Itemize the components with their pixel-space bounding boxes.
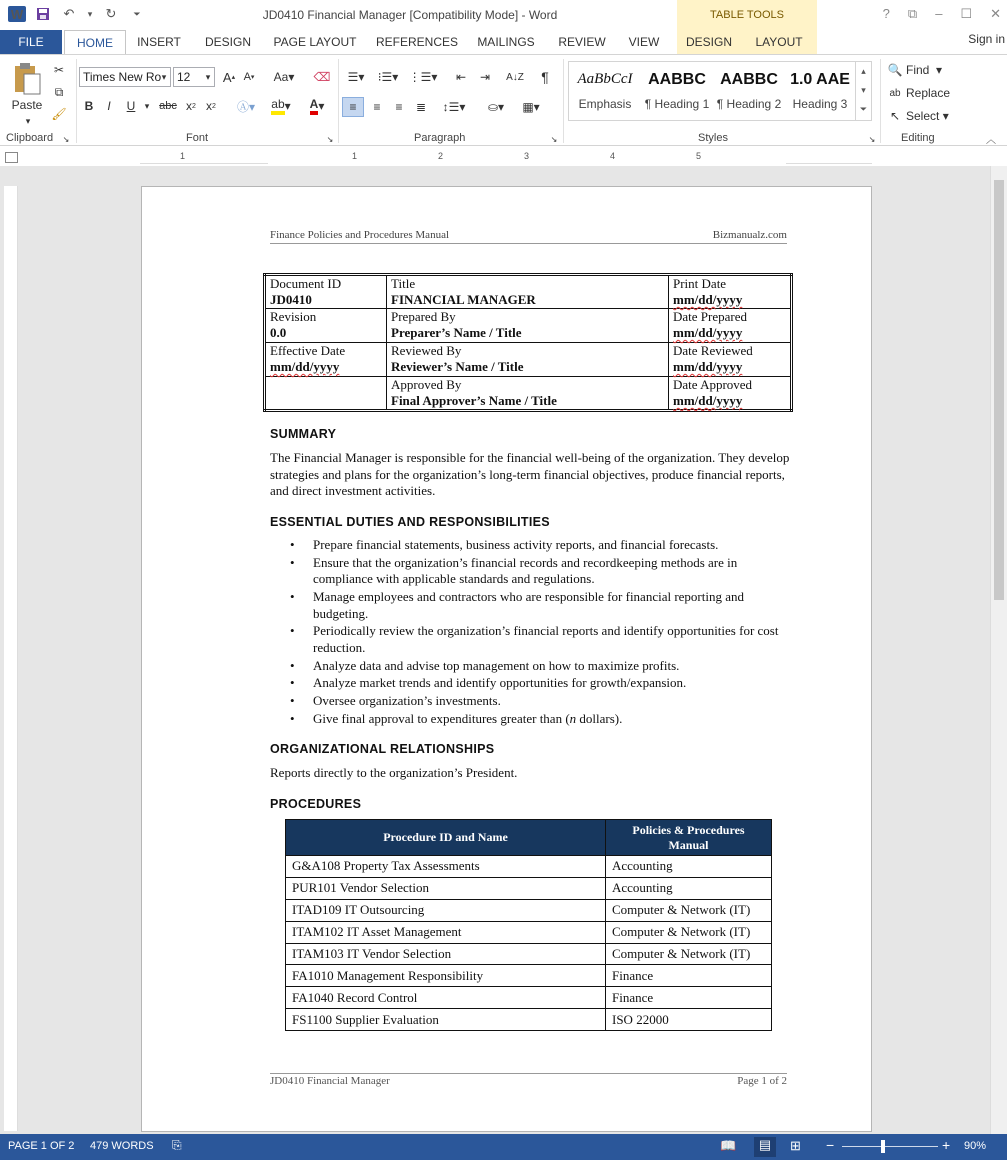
zoom-slider-handle[interactable] [881, 1140, 885, 1153]
redo-icon[interactable]: ↻ [105, 6, 117, 21]
sign-in-link[interactable]: Sign in [968, 32, 1005, 46]
date-reviewed-label: Date Reviewed [673, 343, 753, 358]
manual-cell[interactable]: Accounting [606, 856, 772, 878]
increase-indent-icon[interactable]: ⇥ [479, 70, 491, 84]
style-heading-3[interactable] [785, 62, 855, 120]
table-cell[interactable] [265, 377, 387, 411]
find-button[interactable]: Find ▾ [906, 63, 943, 77]
paragraph-group-label: Paragraph [414, 132, 466, 144]
manual-cell[interactable]: Computer & Network (IT) [606, 899, 772, 921]
undo-dropdown-icon[interactable]: ▾ [87, 8, 93, 19]
font-size-dropdown-icon[interactable]: ▾ [205, 71, 211, 82]
procedure-id-cell[interactable]: FA1010 Management Responsibility [286, 965, 606, 987]
doc-id-value: JD0410 [270, 292, 312, 307]
column-header[interactable]: Procedure ID and Name [286, 820, 606, 856]
header-right: Bizmanualz.com [712, 229, 787, 241]
format-painter-icon[interactable]: 🖌 [51, 107, 67, 121]
word-app-icon[interactable]: W [8, 6, 26, 22]
customize-qat-icon[interactable]: ⏷ [133, 8, 141, 19]
date-prepared-value: mm/dd/yyyy [673, 325, 743, 340]
reviewed-by-value: Reviewer’s Name / Title [391, 359, 524, 374]
table-cell[interactable] [265, 343, 387, 377]
ribbon-tabs [0, 30, 1007, 54]
word-count[interactable]: 479 WORDS [90, 1140, 154, 1152]
ribbon-display-icon[interactable]: ⧉ [907, 6, 918, 21]
maximize-icon[interactable]: ☐ [960, 6, 973, 21]
page-header [270, 229, 787, 244]
procedure-id-cell[interactable]: G&A108 Property Tax Assessments [286, 856, 606, 878]
bold-icon[interactable]: B [84, 99, 94, 113]
table-cell[interactable] [265, 309, 387, 343]
table-row [265, 309, 792, 343]
undo-icon[interactable]: ↶ [63, 6, 75, 21]
document-page[interactable] [141, 186, 872, 1132]
footer-left: JD0410 Financial Manager [270, 1075, 390, 1087]
decrease-indent-icon[interactable]: ⇤ [455, 70, 467, 84]
line-spacing-icon[interactable]: ↕☰▾ [442, 100, 466, 114]
tab-table-design[interactable]: DESIGN [677, 30, 741, 54]
scrollbar-thumb[interactable] [994, 180, 1004, 600]
tab-insert[interactable]: INSERT [137, 35, 181, 49]
styles-scroll[interactable]: ▴ ▾ ⏷ [855, 62, 871, 120]
summary-text: The Financial Manager is responsible for the financial well-being of the organization. They develop strategies and plans for the organization’s long-term financial objectives, produce financial reports, and direct investment activities. [270, 450, 790, 498]
table-cell[interactable] [669, 309, 792, 343]
align-right-icon[interactable]: ≡ [395, 100, 403, 114]
styles-group-label: Styles [698, 132, 728, 144]
procedure-id-cell[interactable]: ITAM102 IT Asset Management [286, 921, 606, 943]
table-cell[interactable] [669, 343, 792, 377]
table-row [286, 1009, 772, 1031]
table-cell[interactable] [387, 377, 669, 411]
superscript-icon[interactable]: x 2 [206, 99, 216, 113]
bullets-icon[interactable]: ☰▾ [347, 70, 365, 84]
org-heading: ORGANIZATIONAL RELATIONSHIPS [270, 742, 495, 756]
font-name-dropdown-icon[interactable]: ▾ [161, 71, 167, 82]
revision-label: Revision [270, 309, 317, 324]
zoom-slider[interactable] [842, 1146, 938, 1147]
date-approved-value: mm/dd/yyyy [673, 393, 743, 408]
paste-icon[interactable] [10, 61, 44, 97]
table-cell[interactable] [669, 275, 792, 309]
tab-home[interactable]: HOME [64, 30, 126, 54]
style-heading-2-label: ¶ Heading 2 [716, 97, 782, 111]
tab-review[interactable]: REVIEW [558, 35, 606, 49]
horizontal-ruler[interactable] [140, 150, 872, 164]
tab-design[interactable]: DESIGN [204, 35, 251, 49]
footer-right: Page 1 of 2 [737, 1075, 787, 1087]
manual-cell[interactable]: Computer & Network (IT) [606, 921, 772, 943]
list-item: • Periodically review the organization’s financial reports and identify opportunities for cost reduction. [270, 623, 790, 657]
manual-cell[interactable]: Finance [606, 987, 772, 1009]
table-header-row [286, 820, 772, 856]
replace-button[interactable]: Replace [906, 86, 951, 100]
tab-references[interactable]: REFERENCES [375, 35, 458, 49]
header-left: Finance Policies and Procedures Manual [270, 229, 450, 241]
prepared-by-value: Preparer’s Name / Title [391, 325, 522, 340]
list-item: • Give final approval to expenditures greater than (n dollars). [270, 711, 790, 728]
doc-id-label: Document ID [270, 276, 342, 291]
column-header[interactable]: Policies & Procedures Manual [606, 820, 772, 856]
manual-cell[interactable]: Accounting [606, 877, 772, 899]
ruler-mark: 1 [352, 151, 358, 161]
tab-view[interactable]: VIEW [628, 35, 660, 49]
tab-selector[interactable] [5, 152, 18, 163]
table-tools-label: TABLE TOOLS [677, 0, 817, 30]
shading-icon[interactable]: ⛀▾ [487, 100, 505, 114]
duties-list [270, 537, 790, 728]
sort-icon[interactable]: A↓Z [506, 71, 524, 83]
reviewed-by-label: Reviewed By [391, 343, 462, 358]
paragraph-launcher-icon[interactable]: ↘ [550, 134, 558, 144]
underline-dropdown-icon[interactable]: ▾ [144, 100, 150, 111]
style-heading-3-label: Heading 3 [792, 97, 848, 111]
font-size-field[interactable]: 12 [173, 67, 215, 87]
manual-cell[interactable]: ISO 22000 [606, 1009, 772, 1031]
style-heading-1-preview: AABBC [648, 71, 706, 88]
list-item: • Analyze data and advise top management on how to maximize profits. [270, 658, 790, 675]
procedure-id-cell[interactable]: ITAM103 IT Vendor Selection [286, 943, 606, 965]
align-left-icon[interactable]: ≡ [342, 97, 364, 117]
ruler-mark: 3 [524, 151, 530, 161]
list-item: • Ensure that the organization’s financial records and recordkeeping methods are in compliance with applicable standards and regulations. [270, 555, 790, 589]
strikethrough-icon[interactable]: abc [159, 100, 177, 112]
justify-icon[interactable]: ≣ [415, 100, 427, 114]
table-row [286, 943, 772, 965]
manual-cell[interactable]: Finance [606, 965, 772, 987]
prepared-by-label: Prepared By [391, 309, 456, 324]
close-icon[interactable]: ✕ [990, 6, 1001, 21]
table-row [286, 877, 772, 899]
print-layout-icon[interactable]: ▤ [754, 1137, 776, 1157]
list-item: • Oversee organization’s investments. [270, 693, 790, 710]
table-row [265, 377, 792, 411]
procedure-id-cell[interactable]: ITAD109 IT Outsourcing [286, 899, 606, 921]
table-cell[interactable] [265, 275, 387, 309]
find-icon[interactable]: 🔍 [887, 63, 903, 77]
collapse-ribbon-icon[interactable]: ︿ [986, 134, 996, 146]
approved-by-label: Approved By [391, 377, 462, 392]
underline-icon[interactable]: U [126, 99, 136, 113]
procedures-heading: PROCEDURES [270, 797, 362, 811]
paste-dropdown-icon[interactable]: ▾ [25, 115, 31, 126]
read-mode-icon[interactable]: 📖 [720, 1138, 737, 1153]
styles-launcher-icon[interactable]: ↘ [868, 134, 876, 144]
replace-icon[interactable]: ab [889, 87, 901, 99]
style-heading-2[interactable] [713, 62, 785, 120]
highlight-icon[interactable]: ab ▾ [271, 97, 291, 113]
procedures-table[interactable] [285, 819, 772, 1031]
paste-button[interactable]: Paste [11, 98, 43, 112]
duties-heading: ESSENTIAL DUTIES AND RESPONSIBILITIES [270, 515, 550, 529]
list-item: • Analyze market trends and identify opportunities for growth/expansion. [270, 675, 790, 692]
table-row [286, 965, 772, 987]
font-name-field[interactable]: Times New Ro [79, 67, 171, 87]
org-text: Reports directly to the organization’s President. [270, 765, 518, 780]
table-row [265, 275, 792, 309]
style-emphasis[interactable] [569, 62, 641, 120]
subscript-icon[interactable]: x 2 [186, 99, 196, 113]
ruler-mark: 1 [180, 151, 186, 161]
table-row [286, 921, 772, 943]
style-emphasis-label: Emphasis [578, 97, 632, 111]
title-bar [0, 0, 1007, 30]
table-cell[interactable] [669, 377, 792, 411]
table-row [286, 899, 772, 921]
window-title: JD0410 Financial Manager [Compatibility Mode] - Word [262, 8, 558, 22]
tab-mailings[interactable]: MAILINGS [477, 35, 535, 49]
table-cell[interactable] [387, 343, 669, 377]
grow-font-icon[interactable]: A ▴ [222, 69, 236, 85]
status-bar [0, 1134, 1007, 1160]
title-value: FINANCIAL MANAGER [391, 292, 536, 307]
table-cell[interactable] [387, 309, 669, 343]
table-row [286, 987, 772, 1009]
print-date-value: mm/dd/yyyy [673, 292, 743, 307]
select-label: Select [906, 109, 940, 123]
style-emphasis-preview: AaBbCcI [577, 71, 633, 87]
tab-file[interactable]: FILE [0, 30, 62, 54]
table-cell[interactable] [387, 275, 669, 309]
document-info-table[interactable] [263, 273, 793, 412]
date-prepared-label: Date Prepared [673, 309, 747, 324]
web-layout-icon[interactable]: ⊞ [790, 1138, 801, 1153]
print-date-label: Print Date [673, 276, 727, 291]
tab-table-layout[interactable]: LAYOUT [741, 30, 817, 54]
effective-date-value: mm/dd/yyyy [270, 359, 340, 374]
style-heading-1[interactable] [641, 62, 713, 120]
proofing-icon[interactable]: ⎘ [172, 1138, 182, 1152]
ruler-mark: 4 [610, 151, 616, 161]
table-row [286, 856, 772, 878]
minimize-icon[interactable]: – [935, 6, 943, 21]
align-center-icon[interactable]: ≡ [373, 100, 381, 114]
vertical-ruler[interactable] [4, 186, 18, 1131]
ruler-mark: 5 [696, 151, 702, 161]
copy-icon[interactable]: ⧉ [54, 84, 64, 99]
clear-formatting-icon[interactable]: ⌫ [313, 70, 331, 84]
clipboard-group-label: Clipboard [6, 132, 54, 144]
approved-by-value: Final Approver’s Name / Title [391, 393, 557, 408]
zoom-out-icon[interactable]: − [826, 1137, 835, 1153]
ruler-mark: 2 [438, 151, 444, 161]
shrink-font-icon[interactable]: A ▾ [243, 71, 255, 83]
procedure-id-cell[interactable]: FS1100 Supplier Evaluation [286, 1009, 606, 1031]
style-heading-1-label: ¶ Heading 1 [644, 97, 710, 111]
procedure-id-cell[interactable]: PUR101 Vendor Selection [286, 877, 606, 899]
effective-date-label: Effective Date [270, 343, 346, 358]
cut-icon[interactable]: ✂ [53, 63, 65, 77]
numbering-icon[interactable]: ⁝☰▾ [377, 70, 399, 84]
vertical-scrollbar[interactable] [990, 166, 1007, 1134]
table-row [265, 343, 792, 377]
clipboard-launcher-icon[interactable]: ↘ [62, 134, 70, 144]
change-case-icon[interactable]: Aa▾ [273, 70, 295, 84]
page-footer [270, 1073, 787, 1088]
help-icon[interactable]: ? [882, 6, 890, 21]
italic-icon[interactable]: I [107, 99, 111, 113]
revision-value: 0.0 [270, 325, 287, 340]
title-label: Title [391, 276, 416, 291]
summary-heading: SUMMARY [270, 427, 337, 441]
window-controls [883, 6, 1001, 22]
styles-gallery [568, 61, 872, 121]
style-heading-3-preview: 1.0 AAE [790, 71, 850, 88]
text-effects-icon[interactable]: Ⓐ▾ [236, 99, 256, 114]
date-reviewed-value: mm/dd/yyyy [673, 359, 743, 374]
select-icon[interactable]: ↖ [889, 109, 901, 123]
font-group-label: Font [186, 132, 209, 144]
find-label: Find [906, 63, 930, 77]
style-heading-2-preview: AABBC [720, 71, 778, 88]
editing-group-label: Editing [901, 132, 935, 144]
zoom-in-icon[interactable]: + [942, 1137, 951, 1153]
page-count[interactable]: PAGE 1 OF 2 [8, 1140, 75, 1152]
borders-icon[interactable]: ▦▾ [522, 100, 540, 114]
manual-cell[interactable]: Computer & Network (IT) [606, 943, 772, 965]
font-launcher-icon[interactable]: ↘ [326, 134, 334, 144]
multilevel-list-icon[interactable]: ⋮☰▾ [408, 70, 438, 84]
zoom-level[interactable]: 90% [964, 1140, 987, 1152]
list-item: • Prepare financial statements, business activity reports, and financial forecasts. [270, 537, 790, 554]
procedure-id-cell[interactable]: FA1040 Record Control [286, 987, 606, 1009]
ribbon [0, 54, 1007, 146]
tab-page-layout[interactable]: PAGE LAYOUT [273, 35, 357, 49]
date-approved-label: Date Approved [673, 377, 753, 392]
list-item: • Manage employees and contractors who are responsible for financial reporting and budgeting. [270, 589, 790, 623]
select-button[interactable]: Select ▾ [906, 109, 949, 123]
show-formatting-icon[interactable]: ¶ [541, 69, 549, 85]
font-color-icon[interactable]: A ▾ [309, 97, 325, 113]
